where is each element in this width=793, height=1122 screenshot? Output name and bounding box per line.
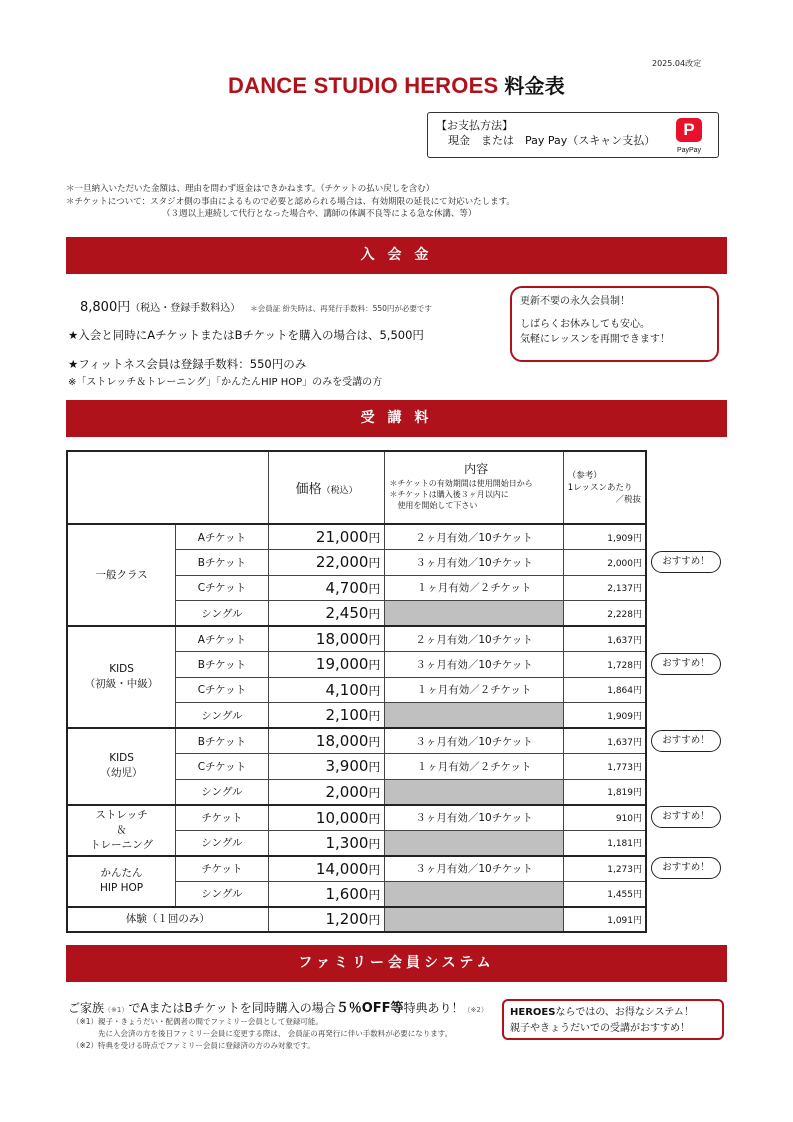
price-value: 21,000 xyxy=(315,528,369,546)
reference-price: 1,637円 xyxy=(563,626,646,652)
family-offer xyxy=(68,997,488,1016)
content-cell xyxy=(385,830,563,856)
ticket-type: Aチケット xyxy=(176,626,269,652)
payment-heading: 【お支払方法】 xyxy=(436,119,513,132)
ticket-type: シングル xyxy=(176,779,269,805)
content-cell xyxy=(385,601,563,627)
price-value: 4,100 xyxy=(325,680,369,699)
price-value: 19,000 xyxy=(315,655,369,674)
header-ref-label: （参考） xyxy=(567,470,602,481)
header-reference xyxy=(563,451,646,524)
heroes-family-callout xyxy=(502,999,724,1040)
terms-notes xyxy=(66,183,515,221)
reference-price: 1,637円 xyxy=(563,728,646,754)
ticket-type: Aチケット xyxy=(176,524,269,550)
enrollment-discount-note: ★入会と同時にAチケットまたはBチケットを購入の場合は、5,500円 xyxy=(68,328,424,342)
reference-price: 1,273円 xyxy=(563,856,646,882)
content-cell xyxy=(385,703,563,729)
yen-unit: 円 xyxy=(368,658,381,673)
paypay-icon: P xyxy=(676,118,702,142)
price-cell xyxy=(268,677,385,703)
recommend-badge: おすすめ！ xyxy=(651,653,721,675)
payment-methods-box xyxy=(427,112,719,158)
reference-price: 1,909円 xyxy=(563,703,646,729)
callout-line: 更新不要の永久会員制！ xyxy=(520,296,630,307)
table-row xyxy=(67,626,646,652)
price-cell xyxy=(268,907,385,933)
content-cell xyxy=(385,881,563,907)
reference-price: 1,909円 xyxy=(563,524,646,550)
yen-unit: 円 xyxy=(368,735,381,749)
category-label: HIP HOP xyxy=(99,882,144,894)
title-suffix: 料金表 xyxy=(504,74,565,98)
ticket-type: シングル xyxy=(176,703,269,729)
fitness-condition-note: ※「ストレッチ＆トレーニング」「かんたんHIP HOP」のみを受講の方 xyxy=(68,377,383,388)
yen-unit: 円 xyxy=(368,836,381,851)
reference-price: 1,728円 xyxy=(563,652,646,678)
price-cell xyxy=(268,524,385,550)
yen-unit: 円 xyxy=(368,531,381,545)
reissue-note: ＊会員証 紛失時は、再発行手数料：550円が必要です xyxy=(250,304,432,313)
yen-unit: 円 xyxy=(368,633,381,647)
yen-unit: 円 xyxy=(368,760,381,775)
callout-line: 気軽にレッスンを再開できます！ xyxy=(520,334,670,345)
family-section-header: ファミリー会員システム xyxy=(66,945,727,982)
content-cell: ３ヶ月有効／10チケット xyxy=(385,856,563,882)
revision-date: 2025.04改定 xyxy=(652,59,702,68)
enrollment-fee xyxy=(80,296,432,315)
recommend-badge: おすすめ！ xyxy=(651,857,721,879)
content-cell: ３ヶ月有効／10チケット xyxy=(385,652,563,678)
ticket-type: シングル xyxy=(176,601,269,627)
page-title xyxy=(0,70,793,99)
price-value: 1,600 xyxy=(325,884,369,903)
price-cell xyxy=(268,703,385,729)
yen-unit: 円 xyxy=(368,709,381,723)
category-label: トレーニング xyxy=(90,838,153,851)
yen-unit: 円 xyxy=(368,556,381,571)
content-cell: ３ヶ月有効／10チケット xyxy=(385,805,563,831)
family-highlight: ５％OFF等 xyxy=(335,1001,404,1016)
note-ticket-detail: （３週以上連続して代行となった場合や、講師の体調不良等による急な休講、等） xyxy=(162,209,477,219)
family-text: でAまたはBチケットを同時購入の場合 xyxy=(128,1001,336,1015)
family-mark: （※1） xyxy=(104,1006,129,1014)
price-cell xyxy=(268,805,385,831)
yen-unit: 円 xyxy=(368,785,381,800)
recommend-badge: おすすめ！ xyxy=(651,730,721,752)
ticket-type: Cチケット xyxy=(176,677,269,703)
header-price-sub: （税込） xyxy=(321,486,358,496)
category-label: ＆ xyxy=(116,823,127,836)
content-cell xyxy=(385,907,563,933)
category-label: （初級・中級） xyxy=(84,678,159,690)
enrollment-amount: 8,800円 xyxy=(80,300,131,315)
table-row xyxy=(67,524,646,550)
price-cell xyxy=(268,779,385,805)
heroes-brand: HEROES xyxy=(510,1007,556,1018)
family-note: 先に入会済の方を後日ファミリー会員に変更する際は、 会員証の再発行に伴い手数料が必要になります。 xyxy=(98,1029,453,1038)
table-header-row xyxy=(67,451,646,524)
table-row xyxy=(67,805,646,831)
price-value: 1,200 xyxy=(325,910,369,929)
ticket-type: チケット xyxy=(176,805,269,831)
family-note: （※2）特典を受ける時点でファミリー会員に登録済の方のみ対象です。 xyxy=(72,1041,315,1050)
category-cell xyxy=(67,524,176,626)
yen-unit: 円 xyxy=(368,607,381,621)
category-cell xyxy=(67,856,176,907)
header-content-title: 内容 xyxy=(464,462,489,476)
price-value: 10,000 xyxy=(315,808,369,827)
header-content xyxy=(385,451,563,524)
tuition-table xyxy=(66,450,647,933)
reference-price: 1,091円 xyxy=(563,907,646,933)
yen-unit: 円 xyxy=(368,811,381,826)
reference-price: 910円 xyxy=(563,805,646,831)
table-row xyxy=(67,728,646,754)
ticket-type: チケット xyxy=(176,856,269,882)
callout-line: しばらくお休みしても安心。 xyxy=(520,319,650,330)
price-cell xyxy=(268,856,385,882)
category-label: KIDS xyxy=(109,663,134,675)
price-value: 3,900 xyxy=(325,757,369,776)
header-content-note: ＊チケットの有効期間は使用開始日から xyxy=(389,479,533,488)
note-refund: ＊一旦納入いただいた金額は、理由を問わず返金はできかねます。（チケットの払い戻しを含む） xyxy=(66,184,435,194)
ticket-type: シングル xyxy=(176,830,269,856)
price-cell xyxy=(268,728,385,754)
reference-price: 1,819円 xyxy=(563,779,646,805)
price-cell xyxy=(268,652,385,678)
price-cell xyxy=(268,575,385,601)
family-notes xyxy=(72,1016,452,1052)
family-mark: （※2） xyxy=(463,1006,488,1014)
ticket-type: シングル xyxy=(176,881,269,907)
price-value: 2,100 xyxy=(325,706,369,724)
ticket-type: Bチケット xyxy=(176,550,269,576)
reference-price: 2,000円 xyxy=(563,550,646,576)
ticket-type: Cチケット xyxy=(176,575,269,601)
category-label: 一般クラス xyxy=(95,568,148,581)
price-value: 14,000 xyxy=(315,859,369,878)
yen-unit: 円 xyxy=(368,581,381,596)
reference-price: 2,137円 xyxy=(563,575,646,601)
trial-label: 体験（１回のみ） xyxy=(67,907,268,933)
price-value: 1,300 xyxy=(325,833,369,852)
family-text: 特典あり！ xyxy=(403,1001,464,1015)
paypay-logo-text: PayPay xyxy=(676,147,702,154)
header-ref-label: 1レッスンあたり xyxy=(567,482,633,493)
content-cell: ２ヶ月有効／10チケット xyxy=(385,626,563,652)
price-cell xyxy=(268,626,385,652)
fitness-fee-note: ★フィットネス会員は登録手数料：550円のみ xyxy=(68,357,307,371)
header-price xyxy=(268,451,385,524)
payment-methods: 現金 または Pay Pay（スキャン支払） xyxy=(448,134,656,147)
content-cell xyxy=(385,779,563,805)
reference-price: 1,864円 xyxy=(563,677,646,703)
trial-row xyxy=(67,907,646,933)
yen-unit: 円 xyxy=(368,862,381,877)
price-cell xyxy=(268,754,385,780)
header-content-note: 使用を開始して下さい xyxy=(397,501,478,510)
title-brand: DANCE STUDIO HEROES xyxy=(228,73,499,98)
header-blank xyxy=(67,451,268,524)
note-ticket: ＊チケットについて：スタジオ側の事由によるもので必要と認められる場合は、有効期限の延長にて対応いたします。 xyxy=(66,196,515,207)
heroes-line: ならではの、お得なシステム！ xyxy=(555,1007,694,1018)
yen-unit: 円 xyxy=(368,887,381,902)
category-cell xyxy=(67,805,176,856)
category-cell xyxy=(67,728,176,805)
price-value: 4,700 xyxy=(325,578,369,597)
ticket-type: Bチケット xyxy=(176,652,269,678)
content-cell: ２ヶ月有効／10チケット xyxy=(385,524,563,550)
price-value: 2,000 xyxy=(325,782,369,801)
reference-price: 1,455円 xyxy=(563,881,646,907)
reference-price: 1,181円 xyxy=(563,830,646,856)
content-cell: １ヶ月有効／２チケット xyxy=(385,754,563,780)
paypay-logo xyxy=(668,118,710,158)
tuition-section-header: 受 講 料 xyxy=(66,400,727,437)
price-value: 18,000 xyxy=(315,630,369,648)
category-label: ストレッチ xyxy=(95,808,148,821)
permanent-membership-callout xyxy=(510,286,719,362)
ticket-type: Bチケット xyxy=(176,728,269,754)
header-content-note: ＊チケットは購入後３ヶ月以内に xyxy=(389,490,509,499)
ticket-type: Cチケット xyxy=(176,754,269,780)
price-cell xyxy=(268,550,385,576)
recommend-badge: おすすめ！ xyxy=(651,551,721,573)
price-cell xyxy=(268,881,385,907)
content-cell: ３ヶ月有効／10チケット xyxy=(385,550,563,576)
reference-price: 2,228円 xyxy=(563,601,646,627)
price-cell xyxy=(268,830,385,856)
family-note: （※1）親子・きょうだい・配偶者の間でファミリー会員として登録可能。 xyxy=(72,1017,323,1026)
category-label: かんたん xyxy=(100,867,143,879)
content-cell: １ヶ月有効／２チケット xyxy=(385,677,563,703)
category-label: KIDS xyxy=(109,752,134,765)
category-cell xyxy=(67,626,176,728)
price-cell xyxy=(268,601,385,627)
recommend-badge: おすすめ！ xyxy=(651,806,721,828)
reference-price: 1,773円 xyxy=(563,754,646,780)
enrollment-amount-note: （税込・登録手数料込） xyxy=(130,303,241,314)
table-row xyxy=(67,856,646,882)
category-label: （幼児） xyxy=(100,767,143,780)
price-value: 2,450 xyxy=(325,604,369,622)
yen-unit: 円 xyxy=(368,913,381,928)
price-value: 22,000 xyxy=(315,553,369,572)
price-value: 18,000 xyxy=(315,732,369,750)
content-cell: ３ヶ月有効／10チケット xyxy=(385,728,563,754)
family-text: ご家族 xyxy=(68,1001,105,1015)
header-ref-label: ／税抜 xyxy=(615,494,641,505)
heroes-line: 親子やきょうだいでの受講がおすすめ！ xyxy=(510,1023,691,1034)
content-cell: １ヶ月有効／２チケット xyxy=(385,575,563,601)
yen-unit: 円 xyxy=(368,683,381,698)
header-price-label: 価格 xyxy=(295,482,322,497)
enrollment-section-header: 入 会 金 xyxy=(66,237,727,274)
